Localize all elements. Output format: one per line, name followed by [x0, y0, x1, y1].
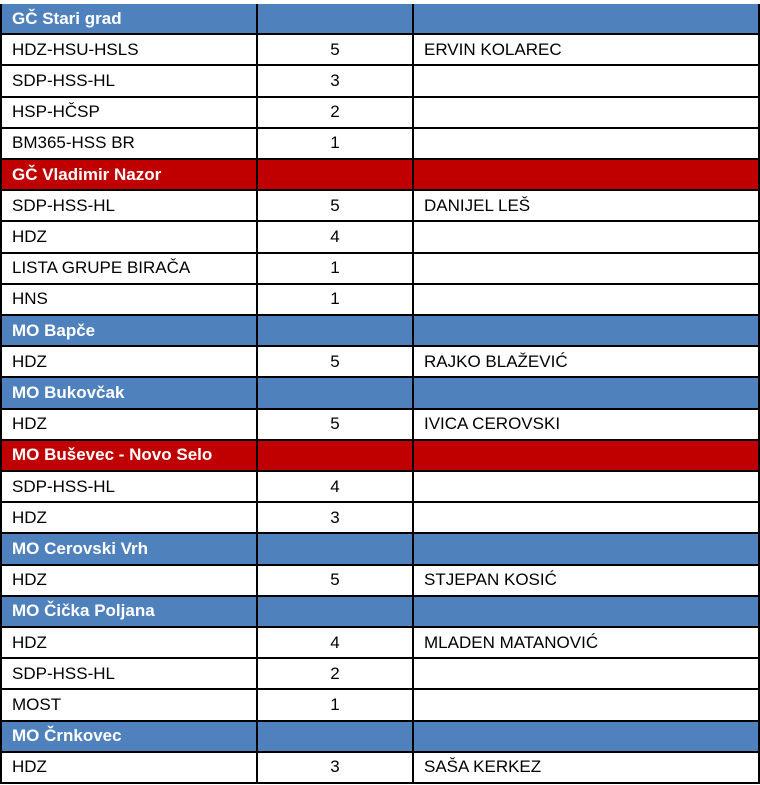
table-row	[0, 628, 760, 659]
seats-cell: 3	[258, 66, 414, 97]
empty-cell	[258, 722, 414, 753]
table-row	[0, 35, 760, 66]
section-title: MO Bapče	[0, 316, 258, 347]
party-cell: SDP-HSS-HL	[0, 66, 258, 97]
section-header-row	[0, 316, 760, 347]
seats-cell: 2	[258, 98, 414, 129]
seats-cell: 1	[258, 129, 414, 160]
section-header-row	[0, 441, 760, 472]
table-row	[0, 503, 760, 534]
empty-cell	[414, 722, 760, 753]
table-row	[0, 347, 760, 378]
empty-cell	[258, 378, 414, 409]
leader-cell	[414, 472, 760, 503]
empty-cell	[414, 316, 760, 347]
leader-cell: MLADEN MATANOVIĆ	[414, 628, 760, 659]
table-row	[0, 472, 760, 503]
table-row	[0, 222, 760, 253]
section-header-row	[0, 4, 760, 35]
table-row	[0, 254, 760, 285]
empty-cell	[414, 534, 760, 565]
empty-cell	[258, 316, 414, 347]
seats-cell: 2	[258, 659, 414, 690]
leader-cell: ERVIN KOLAREC	[414, 35, 760, 66]
empty-cell	[414, 378, 760, 409]
seats-cell: 4	[258, 628, 414, 659]
seats-cell: 1	[258, 690, 414, 721]
section-header-row	[0, 722, 760, 753]
section-title: MO Črnkovec	[0, 722, 258, 753]
section-title: MO Čička Poljana	[0, 597, 258, 628]
seats-cell: 5	[258, 566, 414, 597]
empty-cell	[258, 4, 414, 35]
leader-cell: IVICA CEROVSKI	[414, 410, 760, 441]
party-cell: LISTA GRUPE BIRAČA	[0, 254, 258, 285]
party-cell: HDZ	[0, 222, 258, 253]
seats-cell: 5	[258, 347, 414, 378]
party-cell: BM365-HSS BR	[0, 129, 258, 160]
party-cell: SDP-HSS-HL	[0, 659, 258, 690]
party-cell: SDP-HSS-HL	[0, 472, 258, 503]
empty-cell	[258, 597, 414, 628]
section-title: MO Buševec - Novo Selo	[0, 441, 258, 472]
leader-cell	[414, 129, 760, 160]
table-row	[0, 98, 760, 129]
section-header-row	[0, 378, 760, 409]
leader-cell	[414, 222, 760, 253]
section-header-row	[0, 534, 760, 565]
empty-cell	[414, 597, 760, 628]
seats-cell: 5	[258, 410, 414, 441]
empty-cell	[414, 441, 760, 472]
table-row	[0, 659, 760, 690]
leader-cell: RAJKO BLAŽEVIĆ	[414, 347, 760, 378]
seats-cell: 3	[258, 753, 414, 784]
leader-cell	[414, 66, 760, 97]
seats-cell: 4	[258, 472, 414, 503]
table-row	[0, 66, 760, 97]
leader-cell	[414, 98, 760, 129]
table-row	[0, 566, 760, 597]
section-header-row	[0, 597, 760, 628]
section-header-row	[0, 160, 760, 191]
table-row	[0, 129, 760, 160]
section-title: GČ Vladimir Nazor	[0, 160, 258, 191]
party-cell: HDZ-HSU-HSLS	[0, 35, 258, 66]
seats-cell: 3	[258, 503, 414, 534]
empty-cell	[258, 441, 414, 472]
empty-cell	[258, 160, 414, 191]
empty-cell	[414, 4, 760, 35]
leader-cell	[414, 285, 760, 316]
leader-cell: SAŠA KERKEZ	[414, 753, 760, 784]
party-cell: HNS	[0, 285, 258, 316]
seats-cell: 5	[258, 191, 414, 222]
party-cell: HDZ	[0, 566, 258, 597]
party-cell: HDZ	[0, 347, 258, 378]
table-row	[0, 690, 760, 721]
party-cell: SDP-HSS-HL	[0, 191, 258, 222]
seats-cell: 1	[258, 254, 414, 285]
party-cell: HDZ	[0, 628, 258, 659]
party-cell: MOST	[0, 690, 258, 721]
section-title: MO Cerovski Vrh	[0, 534, 258, 565]
leader-cell	[414, 503, 760, 534]
leader-cell: STJEPAN KOSIĆ	[414, 566, 760, 597]
leader-cell	[414, 690, 760, 721]
leader-cell	[414, 659, 760, 690]
table-row	[0, 191, 760, 222]
table-row	[0, 410, 760, 441]
party-cell: HDZ	[0, 753, 258, 784]
party-cell: HSP-HČSP	[0, 98, 258, 129]
seats-cell: 5	[258, 35, 414, 66]
table-row	[0, 285, 760, 316]
seats-cell: 4	[258, 222, 414, 253]
table-row	[0, 753, 760, 784]
seats-cell: 1	[258, 285, 414, 316]
section-title: GČ Stari grad	[0, 4, 258, 35]
party-cell: HDZ	[0, 503, 258, 534]
leader-cell: DANIJEL LEŠ	[414, 191, 760, 222]
leader-cell	[414, 254, 760, 285]
empty-cell	[414, 160, 760, 191]
party-cell: HDZ	[0, 410, 258, 441]
empty-cell	[258, 534, 414, 565]
section-title: MO Bukovčak	[0, 378, 258, 409]
